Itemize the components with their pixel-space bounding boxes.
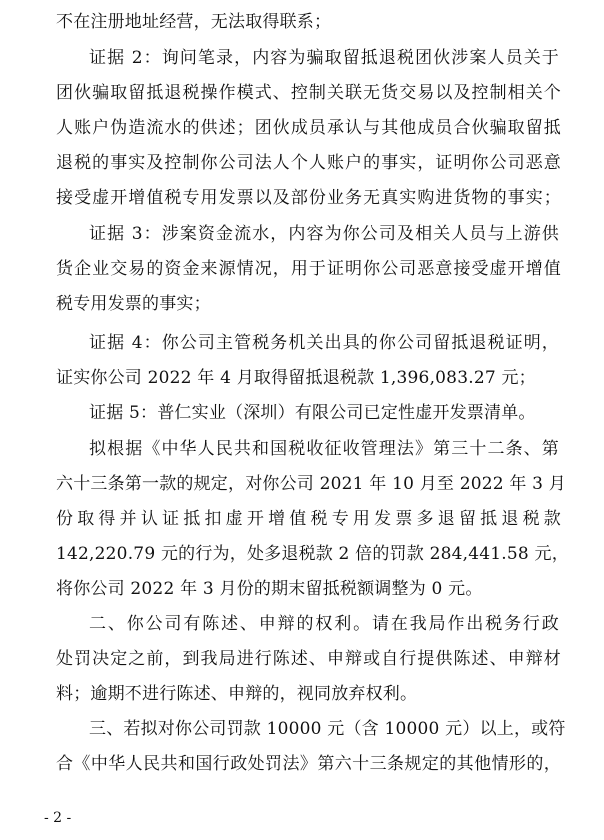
- text-line: 证据 4：你公司主管税务机关出具的你公司留抵退税证明，: [89, 333, 559, 353]
- text-line: 退税的事实及控制你公司法人个人账户的事实，证明你公司恶意: [56, 153, 561, 173]
- text-line: 团伙骗取留抵退税操作模式、控制关联无货交易以及控制相关个: [56, 83, 561, 103]
- text-line: 接受虚开增值税专用发票以及部份业务无真实购进货物的事实；: [56, 188, 561, 208]
- text-line: 142,220.79 元的行为，处多退税款 2 倍的罚款 284,441.58 元，: [56, 544, 569, 564]
- text-line: 合《中华人民共和国行政处罚法》第六十三条规定的其他情形的，: [56, 754, 561, 774]
- text-line: 证实你公司 2022 年 4 月取得留抵退税款 1,396,083.27 元；: [56, 368, 536, 388]
- text-line: 证据 5：普仁实业（深圳）有限公司已定性虚开发票清单。: [89, 403, 536, 423]
- page-number: - 2 -: [44, 810, 72, 826]
- text-line: 人账户伪造流水的供述；团伙成员承认与其他成员合伙骗取留抵: [56, 118, 561, 138]
- text-line: 拟根据《中华人民共和国税收征收管理法》第三十二条、第: [89, 439, 559, 459]
- text-line: 二、你公司有陈述、申辩的权利。请在我局作出税务行政: [89, 614, 559, 634]
- text-line: 份取得并认证抵扣虚开增值税专用发票多退留抵退税款: [56, 509, 561, 529]
- text-line: 税专用发票的事实；: [56, 294, 211, 314]
- text-line: 货企业交易的资金来源情况，用于证明你公司恶意接受虚开增值: [56, 259, 561, 279]
- text-line: 料；逾期不进行陈述、申辩的，视同放弃权利。: [56, 684, 418, 704]
- text-line: 将你公司 2022 年 3 月份的期末留抵税额调整为 0 元。: [56, 579, 483, 599]
- text-line: 不在注册地址经营，无法取得联系；: [56, 12, 332, 32]
- text-line: 证据 2：询问笔录，内容为骗取留抵退税团伙涉案人员关于: [89, 48, 559, 68]
- text-line: 处罚决定之前，到我局进行陈述、申辩或自行提供陈述、申辩材: [56, 649, 561, 669]
- text-line: 证据 3：涉案资金流水，内容为你公司及相关人员与上游供: [89, 224, 559, 244]
- text-line: 六十三条第一款的规定，对你公司 2021 年 10 月至 2022 年 3 月: [56, 474, 567, 494]
- text-line: 三、若拟对你公司罚款 10000 元（含 10000 元）以上，或符: [89, 719, 566, 739]
